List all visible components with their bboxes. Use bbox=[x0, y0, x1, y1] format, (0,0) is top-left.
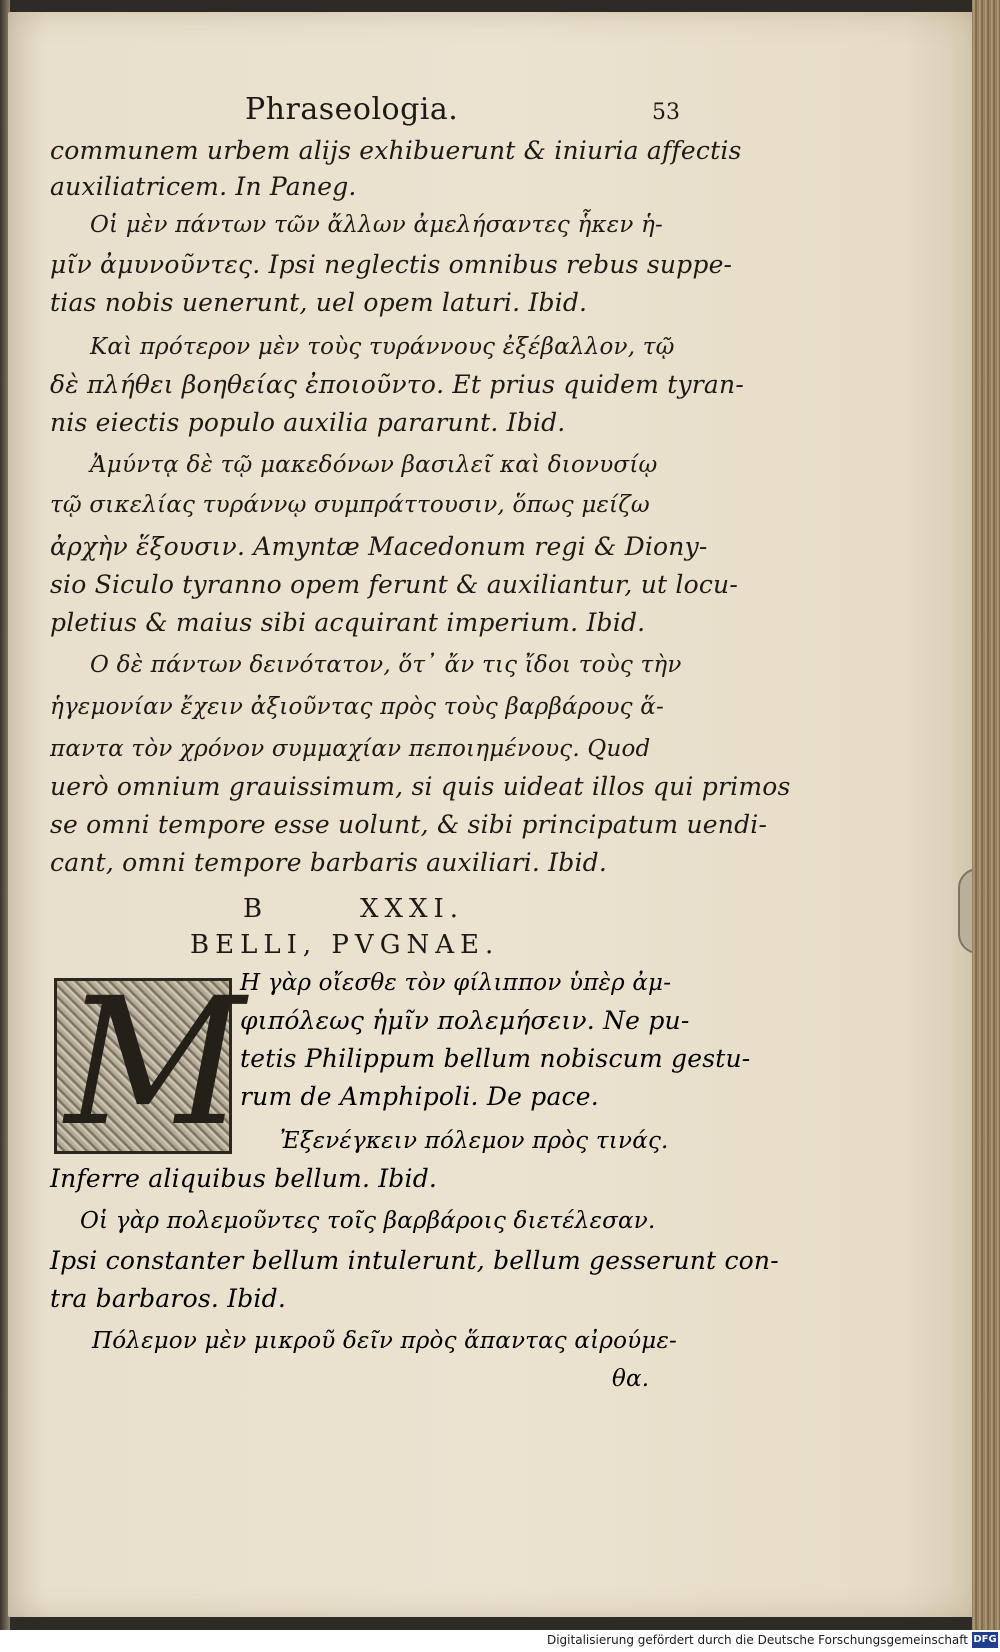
greek-line: Οἱ μὲν πάντων τῶν ἄλλων ἀμελήσαντες ἧκεν ἡ- bbox=[90, 212, 663, 238]
greek-line: Καὶ πρότερον μὲν τοὺς τυράννους ἐξέβαλλον, τῷ bbox=[90, 334, 675, 360]
text-line: tias nobis uenerunt, uel opem laturi. Ibid. bbox=[50, 288, 588, 317]
text-line: Inferre aliquibus bellum. Ibid. bbox=[50, 1164, 438, 1193]
text-line: tetis Philippum bellum nobiscum gestu- bbox=[240, 1044, 751, 1073]
section-title: BELLI, PVGNAE. bbox=[190, 930, 500, 960]
text-line: ἀρχὴν ἕξουσιν. Amyntæ Macedonum regi & Diony- bbox=[50, 532, 708, 561]
section-marker: B bbox=[243, 894, 269, 924]
book-fore-edge bbox=[972, 0, 1000, 1652]
greek-line: Πόλεμον μὲν μικροῦ δεῖν πρὸς ἅπαντας αἰρούμε- bbox=[92, 1328, 677, 1354]
greek-line: Ο δὲ πάντων δεινότατον, ὅτ᾽ ἄν τις ἴδοι τοὺς τὴν bbox=[90, 652, 682, 678]
text-line: tra barbaros. Ibid. bbox=[50, 1284, 286, 1313]
text-line: auxiliatricem. In Paneg. bbox=[50, 172, 357, 201]
greek-line: θα. bbox=[612, 1366, 650, 1392]
text-line: pletius & maius sibi acquirant imperium. Ibid. bbox=[50, 608, 646, 637]
text-line: sio Siculo tyranno opem ferunt & auxiliantur, ut locu- bbox=[50, 570, 738, 599]
greek-line: παντα τὸν χρόνον συμμαχίαν πεποιημένους. Quod bbox=[50, 736, 651, 762]
decorated-initial bbox=[54, 960, 246, 1165]
greek-line: Η γὰρ οἴεσθε τὸν φίλιππον ὑπὲρ ἀμ- bbox=[240, 970, 672, 996]
greek-line: Ἐξενέγκειν πόλεμον πρὸς τινάς. bbox=[280, 1128, 669, 1154]
footer-credit: Digitalisierung gefördert durch die Deutsche Forschungsgemeinschaft bbox=[546, 1633, 968, 1647]
greek-line: τῷ σικελίας τυράννῳ συμπράττουσιν, ὅπως μείζω bbox=[50, 492, 650, 518]
text-line: cant, omni tempore barbaris auxiliari. Ibid. bbox=[50, 848, 607, 877]
text-line: μῖν ἀμυνοῦντες. Ipsi neglectis omnibus rebus suppe- bbox=[50, 250, 733, 279]
text-line: rum de Amphipoli. De pace. bbox=[240, 1082, 599, 1111]
footer-bar bbox=[0, 1630, 1000, 1652]
greek-line: Ἀμύντᾳ δὲ τῷ μακεδόνων βασιλεῖ καὶ διονυσίῳ bbox=[90, 452, 658, 478]
dfg-logo: DFG bbox=[972, 1632, 998, 1648]
text-line: communem urbem alijs exhibuerunt & iniuria affectis bbox=[50, 136, 742, 165]
running-head: Phraseologia. bbox=[245, 92, 459, 127]
text-line: nis eiectis populo auxilia pararunt. Ibid. bbox=[50, 408, 566, 437]
text-line: Ipsi constanter bellum intulerunt, bellum gesserunt con- bbox=[50, 1246, 779, 1275]
greek-line: ἡγεμονίαν ἔχειν ἀξιοῦντας πρὸς τοὺς βαρβάρους ἅ- bbox=[50, 694, 664, 720]
text-line: φιπόλεως ἡμῖν πολεμήσειν. Ne pu- bbox=[240, 1006, 690, 1035]
greek-line: Οἱ γὰρ πολεμοῦντες τοῖς βαρβάροις διετέλεσαν. bbox=[80, 1208, 656, 1234]
page-number: 53 bbox=[652, 100, 680, 125]
initial-letter: M bbox=[65, 960, 246, 1165]
text-line: se omni tempore esse uolunt, & sibi principatum uendi- bbox=[50, 810, 768, 839]
section-number: XXXI. bbox=[360, 894, 465, 924]
text-line: uerò omnium grauissimum, si quis uideat illos qui primos bbox=[50, 772, 791, 801]
text-line: δὲ πλήθει βοηθείας ἐποιοῦντο. Et prius quidem tyran- bbox=[50, 370, 744, 399]
